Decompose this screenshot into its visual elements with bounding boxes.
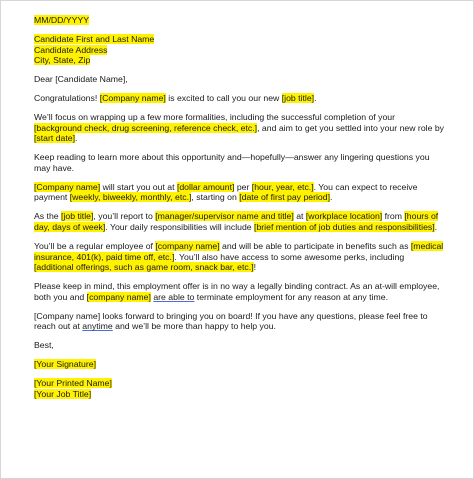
grammar-flagged-text: are able to [153, 291, 195, 302]
perks-placeholder: [additional offerings, such as game room, snack bar, etc.] [34, 262, 254, 273]
company-name-placeholder: [company name] [86, 291, 151, 302]
text-run: . [75, 133, 78, 144]
pay-frequency-placeholder: [weekly, biweekly, monthly, etc.] [69, 192, 192, 203]
candidate-address: Candidate Address [34, 44, 108, 55]
text-run: , starting on [191, 192, 240, 203]
text-run: is excited to call you our new [165, 93, 282, 104]
text-run: [Company name] looks forward to bringing you on board! If you have any questions, please feel free to reach out at [34, 310, 428, 332]
text-run: . You can expect to receive payment [34, 181, 418, 203]
paragraph-reporting [34, 211, 444, 232]
manager-placeholder: [manager/supervisor name and title] [155, 211, 294, 222]
paragraph-formalities [34, 112, 444, 144]
text-run: . Your daily responsibilities will include [105, 222, 255, 233]
job-title-placeholder: [job title] [281, 93, 315, 104]
text-run: As the [34, 211, 62, 222]
text-run: will start you out at [100, 181, 177, 192]
paragraph-questions [34, 311, 444, 332]
candidate-city: City, State, Zip [34, 55, 91, 66]
start-date-placeholder: [start date] [34, 133, 76, 144]
signer-block [34, 378, 444, 399]
paragraph-at-will [34, 281, 444, 302]
text-run: . [314, 93, 317, 104]
text-run: from [382, 211, 405, 222]
date-block [34, 15, 444, 26]
text-run: ! [253, 262, 256, 273]
first-pay-date-placeholder: [date of first pay period] [239, 192, 331, 203]
signer-job-title-placeholder: [Your Job Title] [34, 388, 92, 399]
greeting: Dear [Candidate Name], [34, 74, 128, 85]
printed-name-placeholder: [Your Printed Name] [34, 378, 112, 389]
company-name-placeholder: [company name] [155, 241, 220, 252]
text-run: . [434, 222, 438, 233]
benefits-placeholder: [medical insurance, 401(k), paid time off, etc.] [34, 241, 444, 262]
text-run: and will be able to participate in benefits such as [219, 241, 411, 252]
text-run: at [293, 211, 306, 222]
paragraph-benefits [34, 241, 444, 273]
grammar-flagged-text: anytime [82, 321, 113, 332]
offer-letter [34, 15, 444, 400]
pay-period-unit-placeholder: [hour, year, etc.] [251, 181, 314, 192]
text-run: , and aim to get you settled into your new role by [257, 122, 444, 133]
text-run: We’ll focus on wrapping up a few more formalities, including the successful completion of your [34, 112, 396, 123]
company-name-placeholder: [Company name] [34, 181, 101, 192]
job-duties-placeholder: [brief mention of job duties and responsibilities] [254, 222, 435, 233]
paragraph-keep-reading: Keep reading to learn more about this opportunity and—hopefully—answer any lingering questions you may have. [34, 152, 430, 173]
text-run: and we’ll be more than happy to help you. [112, 321, 276, 332]
text-run: . You’ll also have access to some awesome perks, including [174, 251, 405, 262]
schedule-placeholder: [hours of day, days of week] [34, 211, 439, 233]
text-run: Congratulations! [34, 93, 100, 104]
signature-placeholder: [Your Signature] [34, 359, 96, 370]
job-title-placeholder: [job title] [61, 211, 94, 222]
dollar-amount-placeholder: [dollar amount] [176, 181, 235, 192]
text-run: per [234, 181, 252, 192]
company-name-placeholder: [Company name] [99, 93, 166, 104]
text-run: Please keep in mind, this employment offer is in no way a legally binding contract. As an at-will employee, both you and [34, 281, 440, 302]
closing: Best, [34, 340, 54, 351]
text-run: . [330, 192, 333, 203]
paragraph-pay [34, 182, 444, 203]
candidate-name: Candidate First and Last Name [34, 33, 155, 44]
candidate-address-block [34, 34, 444, 66]
signature-block [34, 359, 444, 370]
workplace-location-placeholder: [workplace location] [305, 211, 383, 222]
text-run: You’ll be a regular employee of [34, 241, 156, 252]
text-run: , you’ll report to [93, 211, 156, 222]
paragraph-congratulations [34, 93, 444, 104]
date-placeholder: MM/DD/YYYY [34, 15, 90, 25]
text-run: terminate employment for any reason at any time. [194, 291, 389, 302]
checks-placeholder: [background check, drug screening, reference check, etc.] [34, 122, 258, 133]
